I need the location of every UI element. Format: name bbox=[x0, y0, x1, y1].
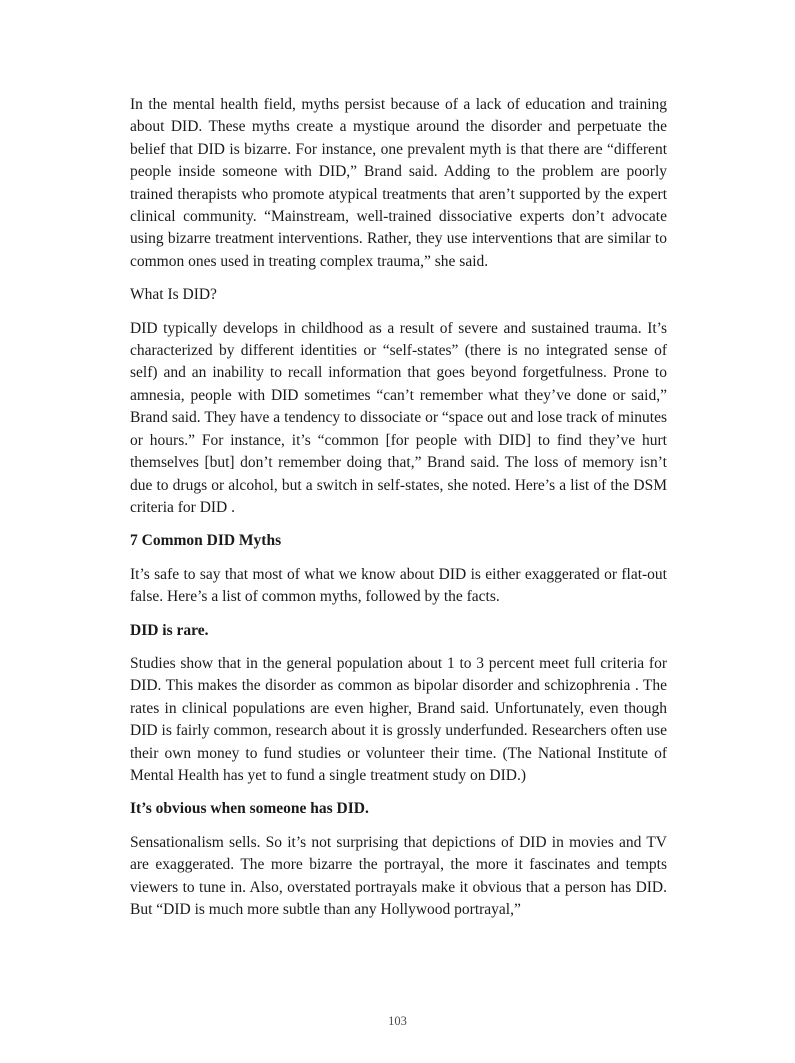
page-number: 103 bbox=[388, 1014, 407, 1028]
paragraph-did-development: DID typically develops in childhood as a result of severe and sustained trauma. It’s characterized by different identities or “self-states” (there is no integrated sense of self) and an inability to recall information that goes beyond forgetfulness. Prone to amnesia, people with DID sometimes “can’t remember what they’ve done or said,” Brand said. They have a tendency to dissociate or “space out and lose track of minutes or hours.” For instance, it’s “common [for people with DID] to find they’ve hurt themselves [but] don’t remember doing that,” Brand said. The loss of memory isn’t due to drugs or alcohol, but a switch in self-states, she noted. Here’s a list of the DSM criteria for DID . bbox=[130, 319, 667, 516]
heading-common-did-myths: 7 Common DID Myths bbox=[130, 532, 282, 550]
heading-what-is-did: What Is DID? bbox=[130, 286, 217, 304]
paragraph-sensationalism: Sensationalism sells. So it’s not surprising that depictions of DID in movies and TV are exaggerated. The more bizarre the portrayal, the more it fascinates and tempts viewers to tune in. Also, overstated portrayals make it obvious that a person has DID. But “DID is much more subtle than any Hollywood portrayal,” bbox=[130, 833, 667, 918]
paragraph-myths-persist: In the mental health field, myths persist because of a lack of education and training about DID. These myths create a mystique around the disorder and perpetuate the belief that DID is bizarre. For instance, one prevalent myth is that there are “different people inside someone with DID,” Brand said. Adding to the problem are poorly trained therapists who promote atypical treatments that aren’t supported by the expert clinical community. “Mainstream, well-trained dissociative experts don’t advocate using bizarre treatment interventions. Rather, they use interventions that are similar to common ones used in treating complex trauma,” she said. bbox=[130, 96, 667, 270]
paragraph-myths-intro: It’s safe to say that most of what we know about DID is either exaggerated or flat-out false. Here’s a list of common myths, followed by the facts. bbox=[130, 565, 667, 606]
document-page bbox=[130, 94, 667, 932]
heading-myth-obvious: It’s obvious when someone has DID. bbox=[130, 800, 369, 818]
heading-myth-did-is-rare: DID is rare. bbox=[130, 621, 209, 639]
paragraph-prevalence: Studies show that in the general population about 1 to 3 percent meet full criteria for DID. This makes the disorder as common as bipolar disorder and schizophrenia . The rates in clinical populations are even higher, Brand said. Unfortunately, even though DID is fairly common, research about it is grossly underfunded. Researchers often use their own money to fund studies or volunteer their time. (The National Institute of Mental Health has yet to fund a single treatment study on DID.) bbox=[130, 654, 667, 784]
